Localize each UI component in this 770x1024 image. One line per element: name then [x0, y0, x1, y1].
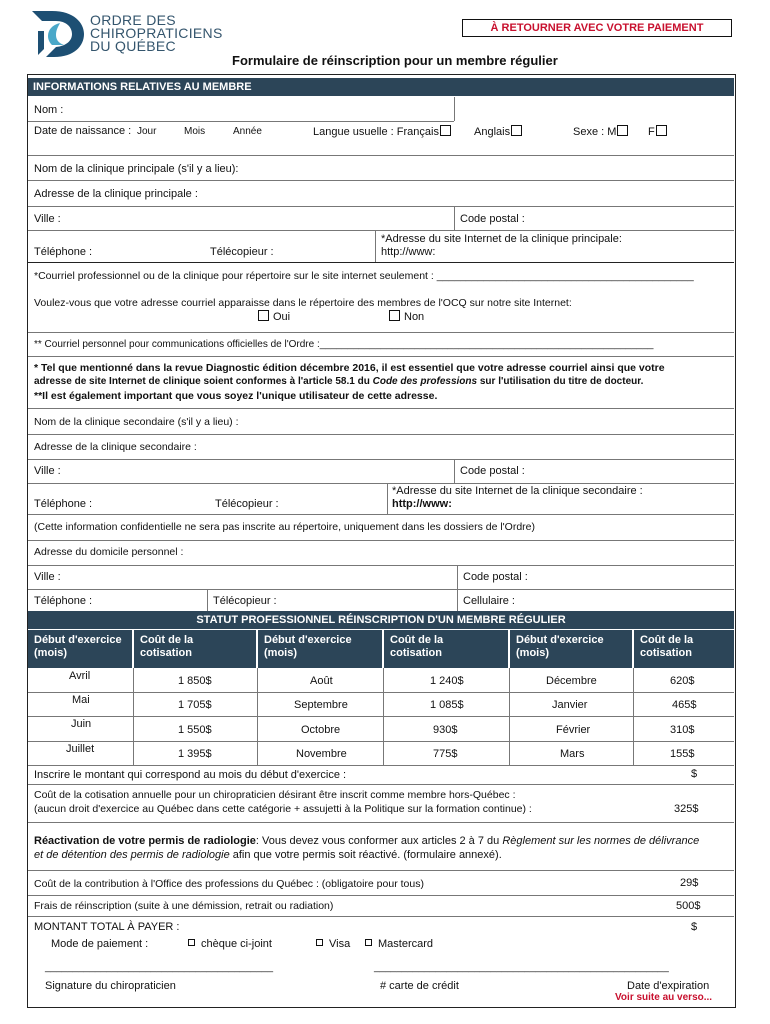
- signature-label: Signature du chiropraticien: [45, 980, 176, 992]
- secondary-telecopieur-label: Télécopieur :: [215, 498, 279, 510]
- row-month-3: Février: [556, 724, 591, 736]
- nom-label: Nom :: [34, 104, 64, 116]
- expiration-label: Date d'expiration: [627, 980, 710, 992]
- col-header-cost-3: Coût de la cotisation: [634, 630, 734, 668]
- logo-wordmark: [90, 14, 223, 53]
- payment-mode-label: Mode de paiement :: [51, 938, 149, 950]
- row-month-1: Juillet: [66, 743, 95, 755]
- row-divider: [28, 540, 734, 541]
- secondary-website-label: *Adresse du site Internet de la clinique secondaire :: [392, 485, 643, 497]
- cheque-checkbox[interactable]: [188, 939, 195, 946]
- language-english-option[interactable]: [474, 125, 522, 138]
- notice-line-2: [34, 376, 643, 387]
- row-month-2: Novembre: [296, 748, 347, 760]
- row-month-2: Septembre: [294, 699, 348, 711]
- row-divider: [28, 822, 734, 823]
- col-header-cost-1: Coût de la cotisation: [134, 630, 256, 668]
- french-checkbox[interactable]: [440, 125, 451, 136]
- col-header-month-2: Début d'exercice (mois): [258, 630, 382, 668]
- personal-email-label: ** Courriel personnel pour communications officielles de l'Ordre :____________________________________________________________: [34, 339, 654, 350]
- telecopieur-label: Télécopieur :: [210, 246, 274, 258]
- total-label: MONTANT TOTAL À PAYER :: [34, 921, 180, 933]
- sex-f-checkbox[interactable]: [656, 125, 667, 136]
- clinic-address-label: Adresse de la clinique principale :: [34, 188, 198, 200]
- row-divider: [28, 332, 734, 333]
- notice-2a: adresse de site Internet de clinique soient conformes à l'article 58.1 du: [34, 376, 373, 387]
- sex-f-option[interactable]: [648, 125, 667, 138]
- cheque-label: chèque ci-joint: [201, 938, 272, 950]
- logo-line-1: ORDRE DES: [90, 12, 176, 28]
- cellulaire-label: Cellulaire :: [463, 595, 515, 607]
- notice-2b: Code des professions: [372, 376, 478, 387]
- page-title: Formulaire de réinscription pour un membre régulier: [232, 53, 558, 68]
- row-cost-2: 775$: [433, 748, 458, 760]
- column-divider: [133, 668, 134, 765]
- hors-quebec-line-1: Coût de la cotisation annuelle pour un chiropraticien désirant être inscrit comme membre hors-Québec :: [34, 789, 516, 801]
- code-postal-label: Code postal :: [460, 213, 525, 225]
- member-section-header: INFORMATIONS RELATIVES AU MEMBRE: [28, 78, 734, 96]
- secondary-ville-label: Ville :: [34, 465, 61, 477]
- non-label: Non: [404, 311, 425, 323]
- row-divider: [28, 180, 734, 181]
- dob-annee: Année: [233, 126, 262, 137]
- total-amount[interactable]: $: [691, 921, 698, 933]
- row-divider: [28, 870, 734, 871]
- dob-mois: Mois: [184, 126, 206, 137]
- row-cost-1: 1 850$: [178, 675, 212, 687]
- column-divider: [257, 668, 258, 765]
- row-divider: [28, 565, 734, 566]
- row-month-3: Janvier: [552, 699, 588, 711]
- row-divider: [28, 514, 734, 515]
- language-french-label: Langue usuelle : Français: [313, 126, 439, 138]
- inscrire-label: Inscrire le montant qui correspond au mois du début d'exercice :: [34, 769, 347, 781]
- row-divider: [28, 121, 454, 122]
- payment-mastercard-option[interactable]: [365, 938, 433, 950]
- row-cost-3: 155$: [670, 748, 695, 760]
- logo-line-3: DU QUÉBEC: [90, 38, 176, 54]
- radiology-italic-2: et de détention des permis de radiologie: [34, 849, 230, 861]
- row-divider: [28, 765, 734, 766]
- payment-visa-option[interactable]: [316, 938, 350, 950]
- logo-line-2: CHIROPRATICIENS: [90, 25, 223, 41]
- sex-m-option[interactable]: [573, 125, 628, 138]
- secondary-telephone-label: Téléphone :: [34, 498, 93, 510]
- row-month-3: Mars: [560, 748, 585, 760]
- home-telecopieur-label: Télécopieur :: [213, 595, 277, 607]
- notice-line-3: **Il est également important que vous soyez l'unique utilisateur de cette adresse.: [34, 390, 438, 402]
- reinscription-fee-label: Frais de réinscription (suite à une démission, retrait ou radiation): [34, 900, 334, 912]
- row-cost-3: 465$: [672, 699, 697, 711]
- row-divider: [28, 434, 734, 435]
- row-cost-3: 310$: [670, 724, 695, 736]
- row-month-1: Juin: [71, 718, 92, 730]
- confidential-note: (Cette information confidentielle ne sera pas inscrite au répertoire, uniquement dans les dossiers de l'Ordre): [34, 521, 536, 533]
- radiology-italic: Règlement sur les normes de délivrance: [502, 835, 700, 847]
- row-cost-2: 930$: [433, 724, 458, 736]
- reinscription-fee-amount: 500$: [676, 900, 701, 912]
- row-divider: [28, 155, 734, 156]
- row-divider: [28, 895, 734, 896]
- office-contribution-amount: 29$: [680, 877, 699, 889]
- signature-line[interactable]: _________________________________________: [45, 962, 274, 973]
- radiology-bold: Réactivation de votre permis de radiologie: [34, 835, 256, 847]
- visa-checkbox[interactable]: [316, 939, 323, 946]
- return-notice: À RETOURNER AVEC VOTRE PAIEMENT: [462, 19, 732, 37]
- row-month-2: Août: [310, 675, 333, 687]
- row-divider: [28, 589, 734, 590]
- column-divider: [633, 668, 634, 765]
- professional-email-label: *Courriel professionnel ou de la clinique pour répertoire sur le site internet seulement : ____________________________________________: [34, 270, 694, 282]
- oui-label: Oui: [273, 311, 291, 323]
- radiology-line-1: [34, 835, 699, 847]
- telephone-label: Téléphone :: [34, 246, 93, 258]
- row-month-3: Décembre: [546, 675, 597, 687]
- radiology-line-2: [34, 849, 502, 861]
- card-line[interactable]: _____________________________________________________: [374, 962, 669, 973]
- row-cost-2: 1 240$: [430, 675, 464, 687]
- clinic-name-label: Nom de la clinique principale (s'il y a lieu):: [34, 163, 239, 175]
- column-divider: [454, 97, 455, 121]
- row-month-1: Avril: [69, 670, 91, 682]
- column-divider: [457, 565, 458, 611]
- secondary-website-value: http://www:: [392, 498, 452, 510]
- row-divider: [28, 262, 734, 263]
- home-address-label: Adresse du domicile personnel :: [34, 546, 184, 558]
- sex-m-checkbox[interactable]: [617, 125, 628, 136]
- row-divider: [28, 206, 734, 207]
- column-divider: [509, 668, 510, 765]
- col-header-month-3: Début d'exercice (mois): [510, 630, 632, 668]
- secondary-clinic-address-label: Adresse de la clinique secondaire :: [34, 441, 197, 453]
- home-telephone-label: Téléphone :: [34, 595, 93, 607]
- hors-quebec-line-2: (aucun droit d'exercice au Québec dans cette catégorie + assujetti à la Politique sur la formation continue) :: [34, 803, 532, 815]
- non-checkbox[interactable]: [389, 310, 400, 321]
- english-checkbox[interactable]: [511, 125, 522, 136]
- row-month-2: Octobre: [301, 724, 341, 736]
- dob-jour: Jour: [137, 126, 157, 137]
- website-label: *Adresse du site Internet de la clinique principale:: [381, 233, 622, 245]
- column-divider: [383, 668, 384, 765]
- card-number-label: # carte de crédit: [380, 980, 459, 992]
- ocq-logo-mark: [30, 9, 88, 59]
- home-ville-label: Ville :: [34, 571, 61, 583]
- mastercard-label: Mastercard: [378, 938, 434, 950]
- row-month-1: Mai: [72, 694, 90, 706]
- column-divider: [375, 230, 376, 262]
- website-value: http://www:: [381, 246, 436, 258]
- row-divider: [28, 483, 734, 484]
- form-frame: [27, 74, 736, 1008]
- secondary-code-postal-label: Code postal :: [460, 465, 525, 477]
- row-divider: [28, 408, 734, 409]
- column-divider: [454, 206, 455, 230]
- visa-label: Visa: [329, 938, 351, 950]
- mastercard-checkbox[interactable]: [365, 939, 372, 946]
- row-divider: [28, 916, 734, 917]
- row-cost-2: 1 085$: [430, 699, 464, 711]
- directory-oui-option[interactable]: [257, 310, 290, 323]
- radiology-text: : Vous devez vous conformer aux articles 2 à 7 du: [255, 835, 503, 847]
- sex-m-label: Sexe : M: [573, 126, 617, 138]
- row-cost-3: 620$: [670, 675, 695, 687]
- office-contribution-label: Coût de la contribution à l'Office des professions du Québec : (obligatoire pour tous): [34, 878, 424, 890]
- sex-f-label: F: [648, 126, 655, 138]
- row-divider: [28, 784, 734, 785]
- notice-line-1: * Tel que mentionné dans la revue Diagnostic édition décembre 2016, il est essentiel que votre adresse courriel ainsi que votre: [34, 362, 665, 374]
- dob-label: Date de naissance :: [34, 125, 132, 137]
- hors-quebec-amount: 325$: [674, 803, 699, 815]
- status-section-header: STATUT PROFESSIONNEL RÉINSCRIPTION D'UN MEMBRE RÉGULIER: [28, 611, 734, 629]
- col-header-cost-2: Coût de la cotisation: [384, 630, 508, 668]
- oui-checkbox[interactable]: [258, 310, 269, 321]
- row-cost-1: 1 705$: [178, 699, 212, 711]
- row-divider: [28, 230, 734, 231]
- home-code-postal-label: Code postal :: [463, 571, 528, 583]
- row-divider: [28, 356, 734, 357]
- column-divider: [387, 483, 388, 514]
- verso-link[interactable]: Voir suite au verso...: [615, 992, 713, 1003]
- radiology-end: afin que votre permis soit réactivé. (formulaire annexé).: [229, 849, 502, 861]
- directory-non-option[interactable]: [388, 310, 424, 323]
- column-divider: [207, 589, 208, 611]
- secondary-clinic-name-label: Nom de la clinique secondaire (s'il y a lieu) :: [34, 416, 239, 428]
- ville-label: Ville :: [34, 213, 61, 225]
- payment-cheque-option[interactable]: [188, 938, 272, 950]
- row-divider: [28, 459, 734, 460]
- col-header-month-1: Début d'exercice (mois): [28, 630, 132, 668]
- language-english-label: Anglais: [474, 126, 511, 138]
- row-cost-1: 1 395$: [178, 748, 212, 760]
- inscrire-amount[interactable]: $: [691, 768, 698, 780]
- language-french-option[interactable]: [313, 125, 451, 138]
- column-divider: [454, 459, 455, 483]
- directory-question: Voulez-vous que votre adresse courriel apparaisse dans le répertoire des membres de l'OCQ sur notre site Internet:: [34, 297, 572, 309]
- row-cost-1: 1 550$: [178, 724, 212, 736]
- notice-2c: sur l'utilisation du titre de docteur.: [477, 376, 644, 387]
